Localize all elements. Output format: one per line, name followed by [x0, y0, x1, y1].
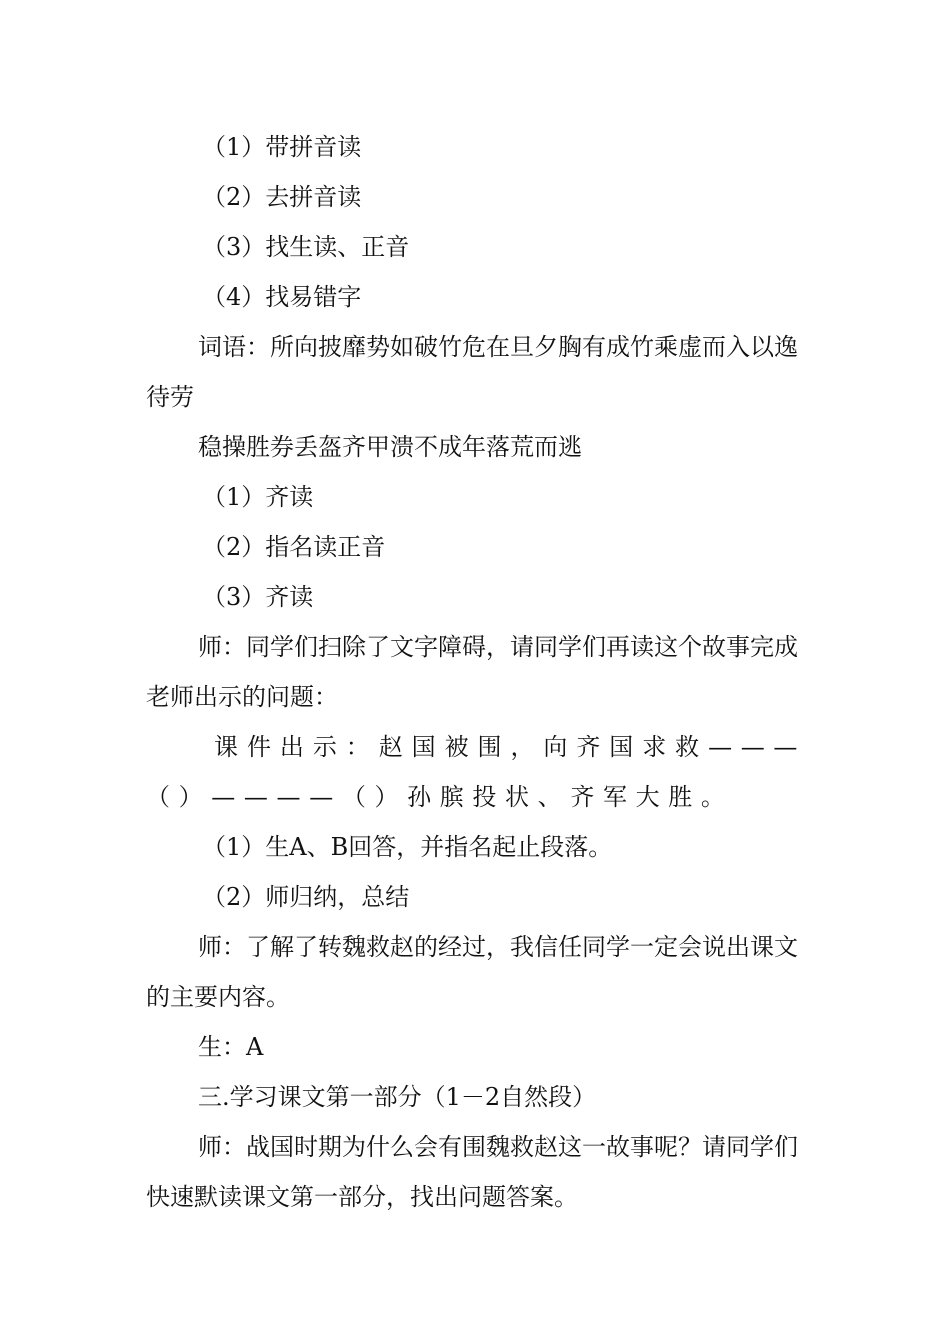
document-body — [146, 122, 806, 1222]
list-item: （4）找易错字 — [202, 283, 362, 311]
vocabulary-paragraph: 词语：所向披靡势如破竹危在旦夕胸有成竹乘虚而入以逸待劳 — [146, 333, 798, 411]
list-item: （2）师归纳，总结 — [202, 883, 410, 911]
list-item: （3）齐读 — [202, 583, 314, 611]
courseware-paragraph: 课件出示：赵国被围，向齐国求救———（）————（）孙膑投状、齐军大胜。 — [146, 733, 806, 811]
section-heading: 三.学习课文第一部分（1－2自然段） — [198, 1083, 597, 1111]
teacher-paragraph: 师：战国时期为什么会有围魏救赵这一故事呢？请同学们快速默读课文第一部分，找出问题答案。 — [146, 1133, 798, 1211]
teacher-paragraph: 师：了解了转魏救赵的经过，我信任同学一定会说出课文的主要内容。 — [146, 933, 798, 1011]
list-item: （3）找生读、正音 — [202, 233, 410, 261]
student-paragraph: 生：A — [198, 1033, 264, 1061]
list-item: （1）生A、B回答，并指名起止段落。 — [202, 833, 613, 861]
list-item: （2）去拼音读 — [202, 183, 362, 211]
teacher-paragraph: 师：同学们扫除了文字障碍，请同学们再读这个故事完成老师出示的问题： — [146, 633, 798, 711]
list-item: （1）带拼音读 — [202, 133, 362, 161]
list-item: （1）齐读 — [202, 483, 314, 511]
vocabulary-continued: 稳操胜券丢盔齐甲溃不成年落荒而逃 — [198, 433, 582, 461]
list-item: （2）指名读正音 — [202, 533, 386, 561]
